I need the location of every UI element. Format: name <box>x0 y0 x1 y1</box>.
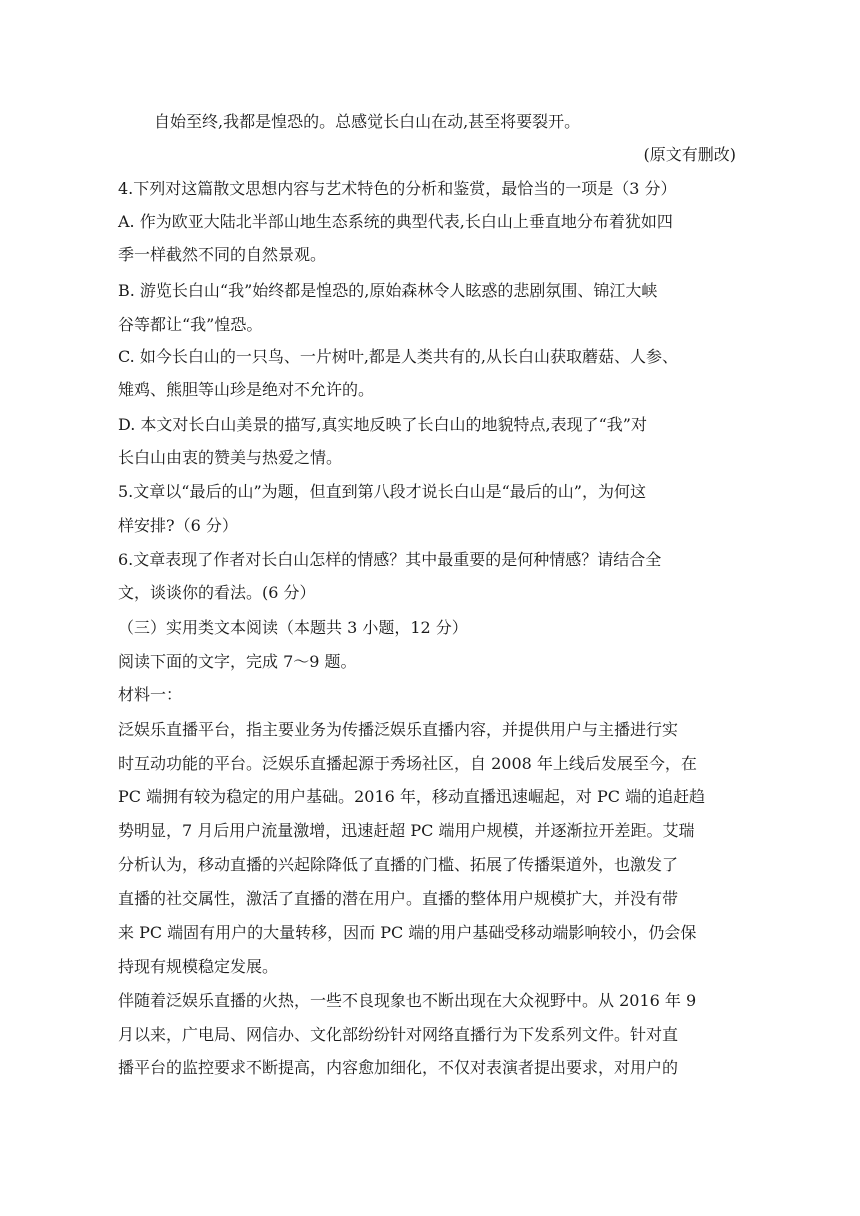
paragraph-2-line-2: 月以来，广电局、网信办、文化部纷纷针对网络直播行为下发系列文件。针对直 <box>118 1025 679 1044</box>
question-5-line-1: 5.文章以“最后的山”为题，但直到第八段才说长白山是“最后的山”，为何这 <box>118 482 646 501</box>
option-c-line-2: 雉鸡、熊胆等山珍是绝对不允许的。 <box>118 380 375 399</box>
option-a-line-1: A. 作为欧亚大陆北半部山地生态系统的典型代表,长白山上垂直地分布着犹如四 <box>118 212 673 231</box>
material-label: 材料一： <box>118 685 183 704</box>
paragraph-1-line-7: 来 PC 端固有用户的大量转移，因而 PC 端的用户基础受移动端影响较小，仍会保 <box>118 923 697 942</box>
paragraph-1-line-4: 势明显，7 月后用户流量激增，迅速赶超 PC 端用户规模，并逐渐拉开差距。艾瑞 <box>118 821 695 840</box>
paragraph-1-line-1: 泛娱乐直播平台，指主要业务为传播泛娱乐直播内容，并提供用户与主播进行实 <box>118 720 679 739</box>
question-6-line-1: 6.文章表现了作者对长白山怎样的情感？其中最重要的是何种情感？请结合全 <box>118 550 662 569</box>
paragraph-1-line-3: PC 端拥有较为稳定的用户基础。2016 年，移动直播迅速崛起，对 PC 端的追赶趋 <box>118 787 706 806</box>
option-b-line-2: 谷等都让“我”惶恐。 <box>118 315 263 334</box>
section-heading: （三）实用类文本阅读（本题共 3 小题，12 分） <box>118 618 468 637</box>
option-d-line-1: D. 本文对长白山美景的描写,真实地反映了长白山的地貌特点,表现了“我”对 <box>118 415 647 434</box>
question-4: 4.下列对这篇散文思想内容与艺术特色的分析和鉴赏，最恰当的一项是（3 分） <box>118 179 677 198</box>
option-d-line-2: 长白山由衷的赞美与热爱之情。 <box>118 448 343 467</box>
option-b-line-1: B. 游览长白山“我”始终都是惶恐的,原始森林令人眩惑的悲剧氛围、锦江大峡 <box>118 281 658 300</box>
paragraph-1-line-8: 持现有规模稳定发展。 <box>118 957 279 976</box>
paragraph-1-line-2: 时互动功能的平台。泛娱乐直播起源于秀场社区，自 2008 年上线后发展至今，在 <box>118 754 697 773</box>
option-c-line-1: C. 如今长白山的一只鸟、一片树叶,都是人类共有的,从长白山获取蘑菇、人参、 <box>118 347 679 366</box>
paragraph-1-line-5: 分析认为，移动直播的兴起除降低了直播的门槛、拓展了传播渠道外，也激发了 <box>118 855 679 874</box>
paragraph-1-line-6: 直播的社交属性，激活了直播的潜在用户。直播的整体用户规模扩大，并没有带 <box>118 889 679 908</box>
option-a-line-2: 季一样截然不同的自然景观。 <box>118 245 327 264</box>
source-note: (原文有删改) <box>643 145 736 164</box>
question-6-line-2: 文，谈谈你的看法。(6 分） <box>118 583 316 602</box>
closing-sentence: 自始至终,我都是惶恐的。总感觉长白山在动,甚至将要裂开。 <box>154 112 581 131</box>
question-5-line-2: 样安排?（6 分） <box>118 516 238 535</box>
paragraph-2-line-1: 伴随着泛娱乐直播的火热，一些不良现象也不断出现在大众视野中。从 2016 年 9 <box>118 991 697 1010</box>
reading-instruction: 阅读下面的文字，完成 7～9 题。 <box>118 652 357 671</box>
paragraph-2-line-3: 播平台的监控要求不断提高，内容愈加细化，不仅对表演者提出要求，对用户的 <box>118 1058 679 1077</box>
